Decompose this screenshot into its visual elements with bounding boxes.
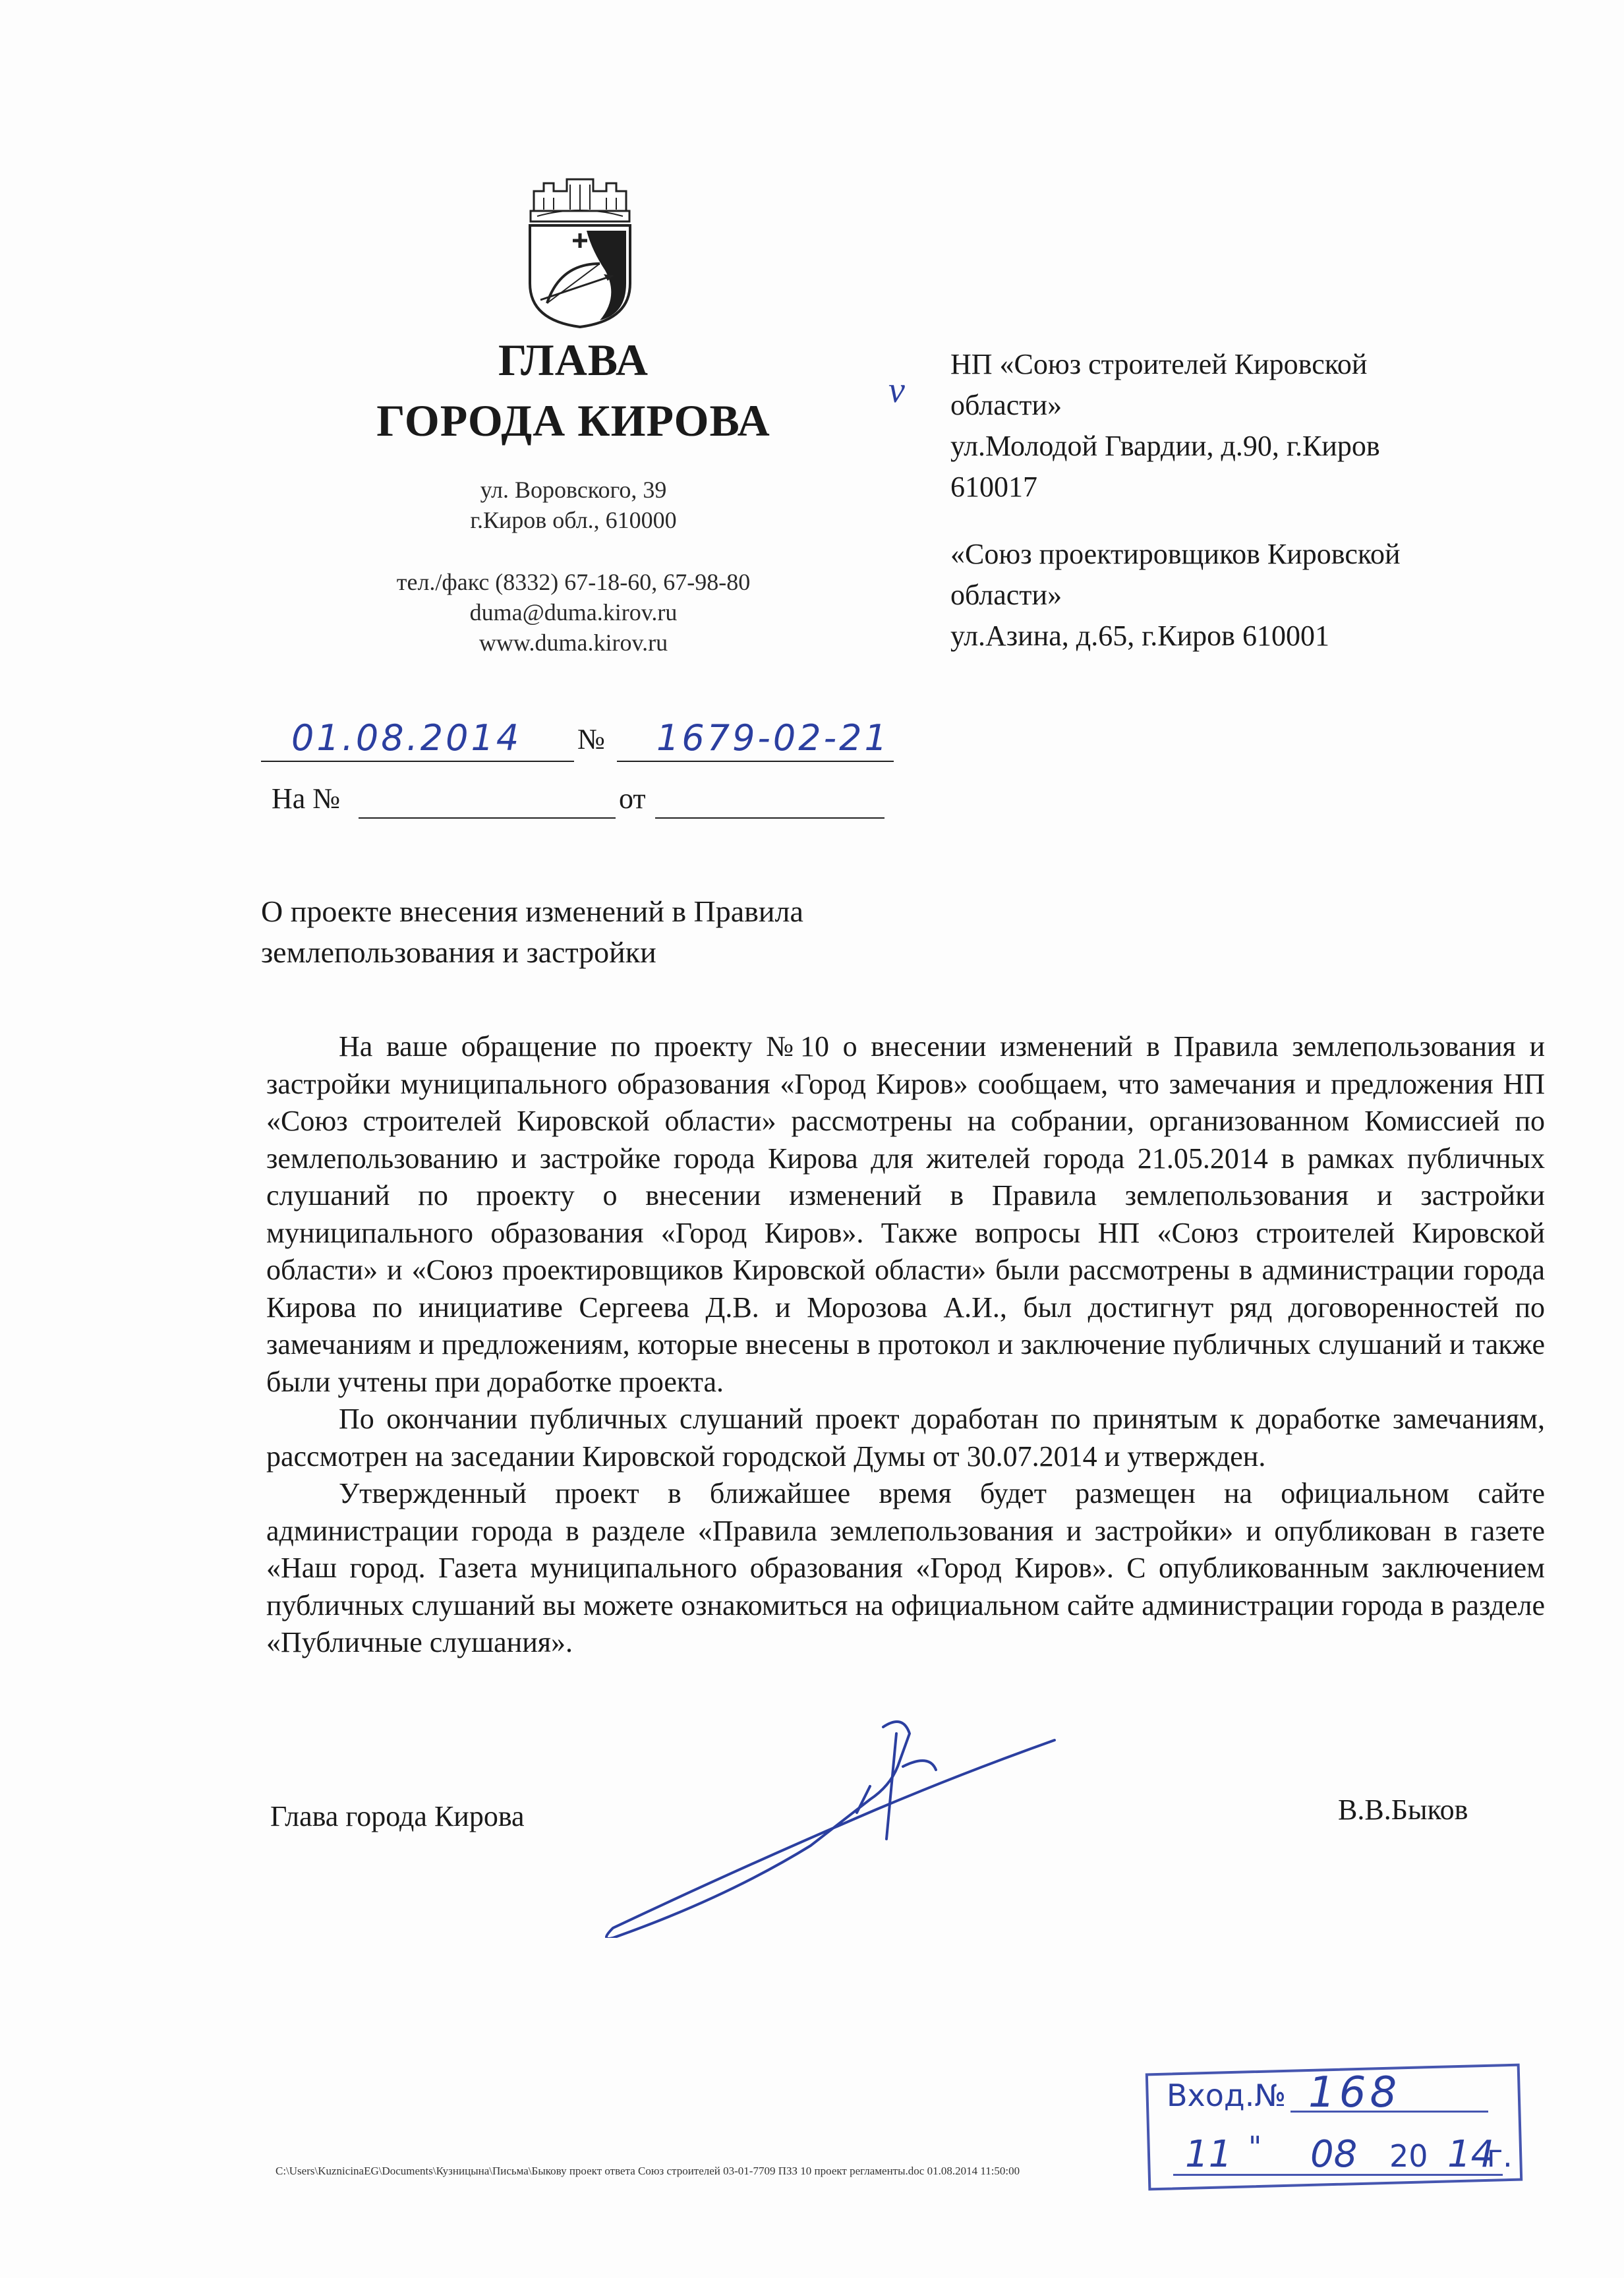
addressee-org1-line1: НП «Союз строителей Кировской	[950, 348, 1368, 380]
reply-reference-line	[272, 776, 884, 823]
sender-address-line1: ул. Воровского, 39	[480, 477, 667, 503]
kirov-coat-of-arms-emblem	[521, 165, 639, 330]
sender-title-line1: ГЛАВА	[498, 335, 649, 385]
stamp-incoming-number: 168	[1308, 2068, 1401, 2117]
date-underline	[261, 761, 574, 762]
sender-address	[290, 475, 857, 535]
addressee-org2-address: ул.Азина, д.65, г.Киров 610001	[950, 620, 1329, 652]
addressee-org2-line1: «Союз проектировщиков Кировской	[950, 538, 1401, 570]
incoming-registration-stamp	[1147, 2062, 1526, 2187]
stamp-year-prefix: 20	[1389, 2138, 1428, 2174]
sender-address-line2: г.Киров обл., 610000	[470, 507, 677, 533]
document-file-path-footer: C:\Users\KuznicinaEG\Documents\Кузницына\Письма\Быкову проект ответа Союз строителей 03-01-7709 ПЗЗ 10 проект регламенты.doc 01.08.2014 11:50:00	[276, 2165, 1020, 2177]
signatory-position: Глава города Кирова	[270, 1800, 525, 1832]
addressee-org2-line2: области»	[950, 579, 1062, 611]
sender-email: duma@duma.kirov.ru	[469, 599, 678, 626]
stamp-quote: "	[1248, 2130, 1262, 2164]
sender-title-line2: ГОРОДА КИРОВА	[376, 395, 770, 446]
number-underline	[617, 761, 894, 762]
handwritten-date: 01.08.2014	[291, 717, 522, 759]
subject-line2: землепользования и застройки	[261, 935, 656, 969]
registration-line	[261, 717, 894, 769]
sender-contacts	[290, 567, 857, 658]
sender-title	[290, 330, 857, 451]
reply-date-underline	[655, 817, 884, 819]
sender-phone: тел./факс (8332) 67-18-60, 67-98-80	[396, 569, 751, 595]
number-sign: №	[577, 723, 605, 755]
stamp-day: 11	[1185, 2133, 1232, 2176]
letter-body	[266, 1028, 1545, 1662]
reply-number-underline	[359, 817, 616, 819]
handwritten-outgoing-number: 1679-02-21	[656, 717, 890, 759]
body-paragraph-2: По окончании публичных слушаний проект доработан по принятым к доработке замечаниям, рассмотрен на заседании Кировской городской Думы от 30.07.2014 и утвержден.	[266, 1403, 1545, 1473]
stamp-incoming-label: Вход.№	[1167, 2078, 1287, 2113]
stamp-month: 08	[1310, 2133, 1358, 2176]
stamp-year-suffix: 14	[1447, 2133, 1495, 2176]
addressee-block	[950, 344, 1530, 657]
stamp-date-underline	[1173, 2174, 1503, 2176]
body-paragraph-3: Утвержденный проект в ближайшее время будет размещен на официальном сайте администрации города в разделе «Правила землепользования и застройки» и опубликован в газете «Наш город. Газета муниципального образования «Город Киров». С опубликованным заключением публичных слушаний вы можете ознакомиться на официальном сайте администрации города в разделе «Публичные слушания».	[266, 1477, 1545, 1658]
sender-website: www.duma.kirov.ru	[478, 629, 668, 656]
addressee-org1-address: ул.Молодой Гвардии, д.90, г.Киров	[950, 430, 1380, 462]
subject-line1: О проекте внесения изменений в Правила	[261, 894, 803, 928]
body-paragraph-1: На ваше обращение по проекту №10 о внесении изменений в Правила землепользования и застройки муниципального образования «Город Киров» сообщаем, что замечания и предложения НП «Союз строителей Кировской области» рассмотрены на собрании, организованном Комиссией по землепользованию и застройке города Кирова для жителей города 21.05.2014 в рамках публичных слушаний по проекту о внесении изменений в Правила землепользования и застройки муниципального образования «Город Киров». Также вопросы НП «Союз строителей Кировской области» и «Союз проектировщиков Кировской области» были рассмотрены в администрации города Кирова по инициативе Сергеева Д.В. и Морозова А.И., был достигнут ряд договоренностей по замечаниям и предложениям, которые внесены в протокол и заключение публичных слушаний и также были учтены при доработке проекта.	[266, 1030, 1545, 1398]
reply-number-label: На №	[272, 782, 341, 815]
signatory-name: В.В.Быков	[1338, 1794, 1468, 1826]
stamp-g-suffix: г.	[1487, 2138, 1513, 2174]
reply-from-label: от	[619, 782, 646, 815]
letter-subject	[261, 891, 920, 973]
addressee-org1-zip: 610017	[950, 471, 1037, 503]
handwritten-signature	[593, 1714, 1094, 1938]
addressee-org1-line2: области»	[950, 389, 1062, 421]
handwritten-check-mark: v	[888, 370, 905, 411]
stamp-number-underline	[1290, 2111, 1488, 2113]
